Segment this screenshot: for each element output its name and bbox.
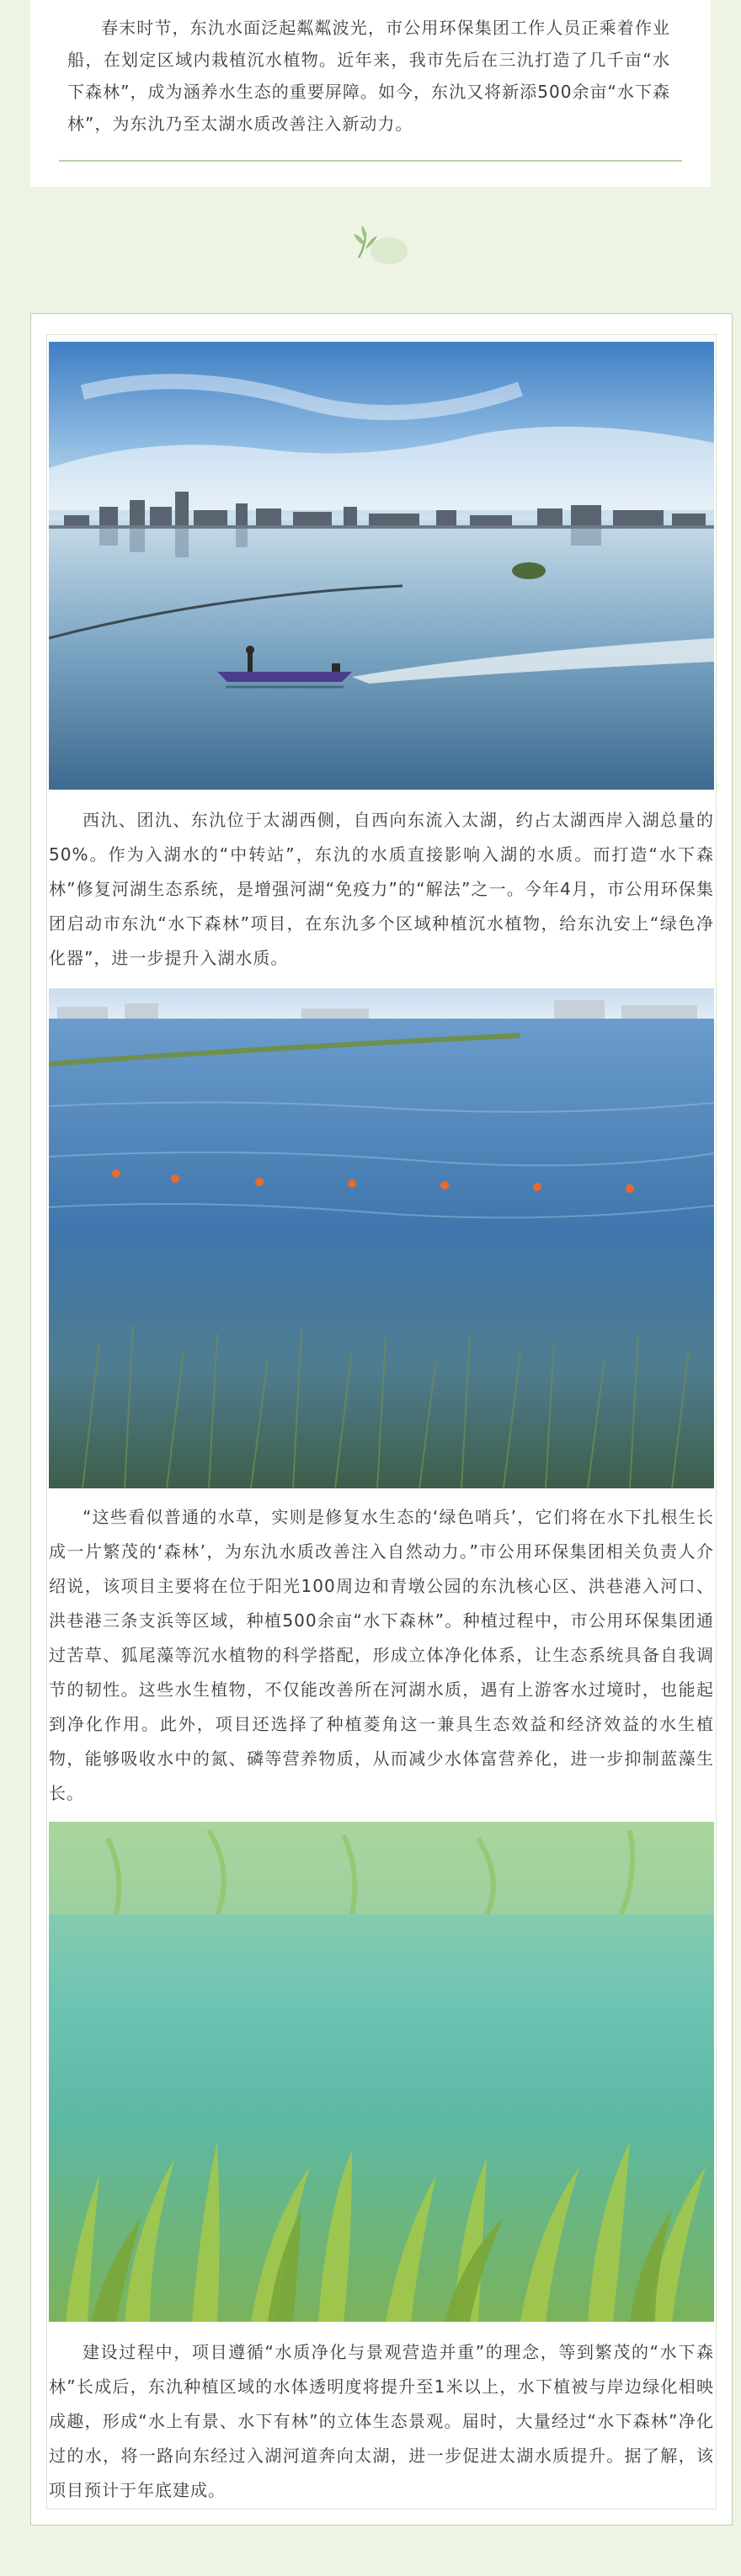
divider [59,160,682,162]
intro-card [30,0,711,187]
article-paragraph-3: 建设过程中，项目遵循“水质净化与景观营造并重”的理念，等到繁茂的“水下森林”长成后，东氿种植区域的水体透明度将提升至1米以上，水下植被与岸边绿化相映成趣，形成“水上有景、水下有林”的立体生态景观。届时，大量经过“水下森林”净化过的水，将一路向东经过入湖河道奔向太湖，进一步促进太湖水质提升。据了解，该项目预计于年底建成。 [49,2342,714,2500]
photo-water-seagrass [49,988,714,1488]
intro-paragraph: 春末时节，东氿水面泛起粼粼波光，市公用环保集团工作人员正乘着作业船，在划定区域内栽植沉水植物。近年来，我市先后在三氿打造了几千亩“水下森林”，成为涵养水生态的重要屏障。如今，东氿又将新添500余亩“水下森林”，为东氿乃至太湖水质改善注入新动力。 [67,18,670,134]
photo-underwater-forest [49,1822,714,2322]
photo-lake-skyline-boat [49,342,714,790]
article-paragraph-1: 西氿、团氿、东氿位于太湖西侧，自西向东流入太湖，约占太湖西岸入湖总量的50%。作为入湖水的“中转站”，东氿的水质直接影响入湖的水质。而打造“水下森林”修复河湖生态系统，是增强河湖“免疫力”的“解法”之一。今年4月，市公用环保集团启动市东氿“水下森林”项目，在东氿多个区域种植沉水植物，给东氿安上“绿色净化器”，进一步提升入湖水质。 [49,810,714,968]
article-paragraph-2: “这些看似普通的水草，实则是修复水生态的‘绿色哨兵’，它们将在水下扎根生长成一片繁茂的‘森林’，为东氿水质改善注入自然动力。”市公用环保集团相关负责人介绍说，该项目主要将在位于阳光100周边和青墩公园的东氿核心区、洪巷港入河口、洪巷港三条支浜等区域，种植500余亩“水下森林”。种植过程中，市公用环保集团通过苦草、狐尾藻等沉水植物的科学搭配，形成立体净化体系，让生态系统具备自我调节的韧性。这些水生植物，不仅能改善所在河湖水质，遇有上游客水过境时，也能起到净化作用。此外，项目还选择了种植菱角这一兼具生态效益和经济效益的水生植物，能够吸收水中的氮、磷等营养物质，从而减少水体富营养化，进一步抑制蓝藻生长。 [49,1507,714,1803]
leaf-sprig-icon [340,221,421,271]
